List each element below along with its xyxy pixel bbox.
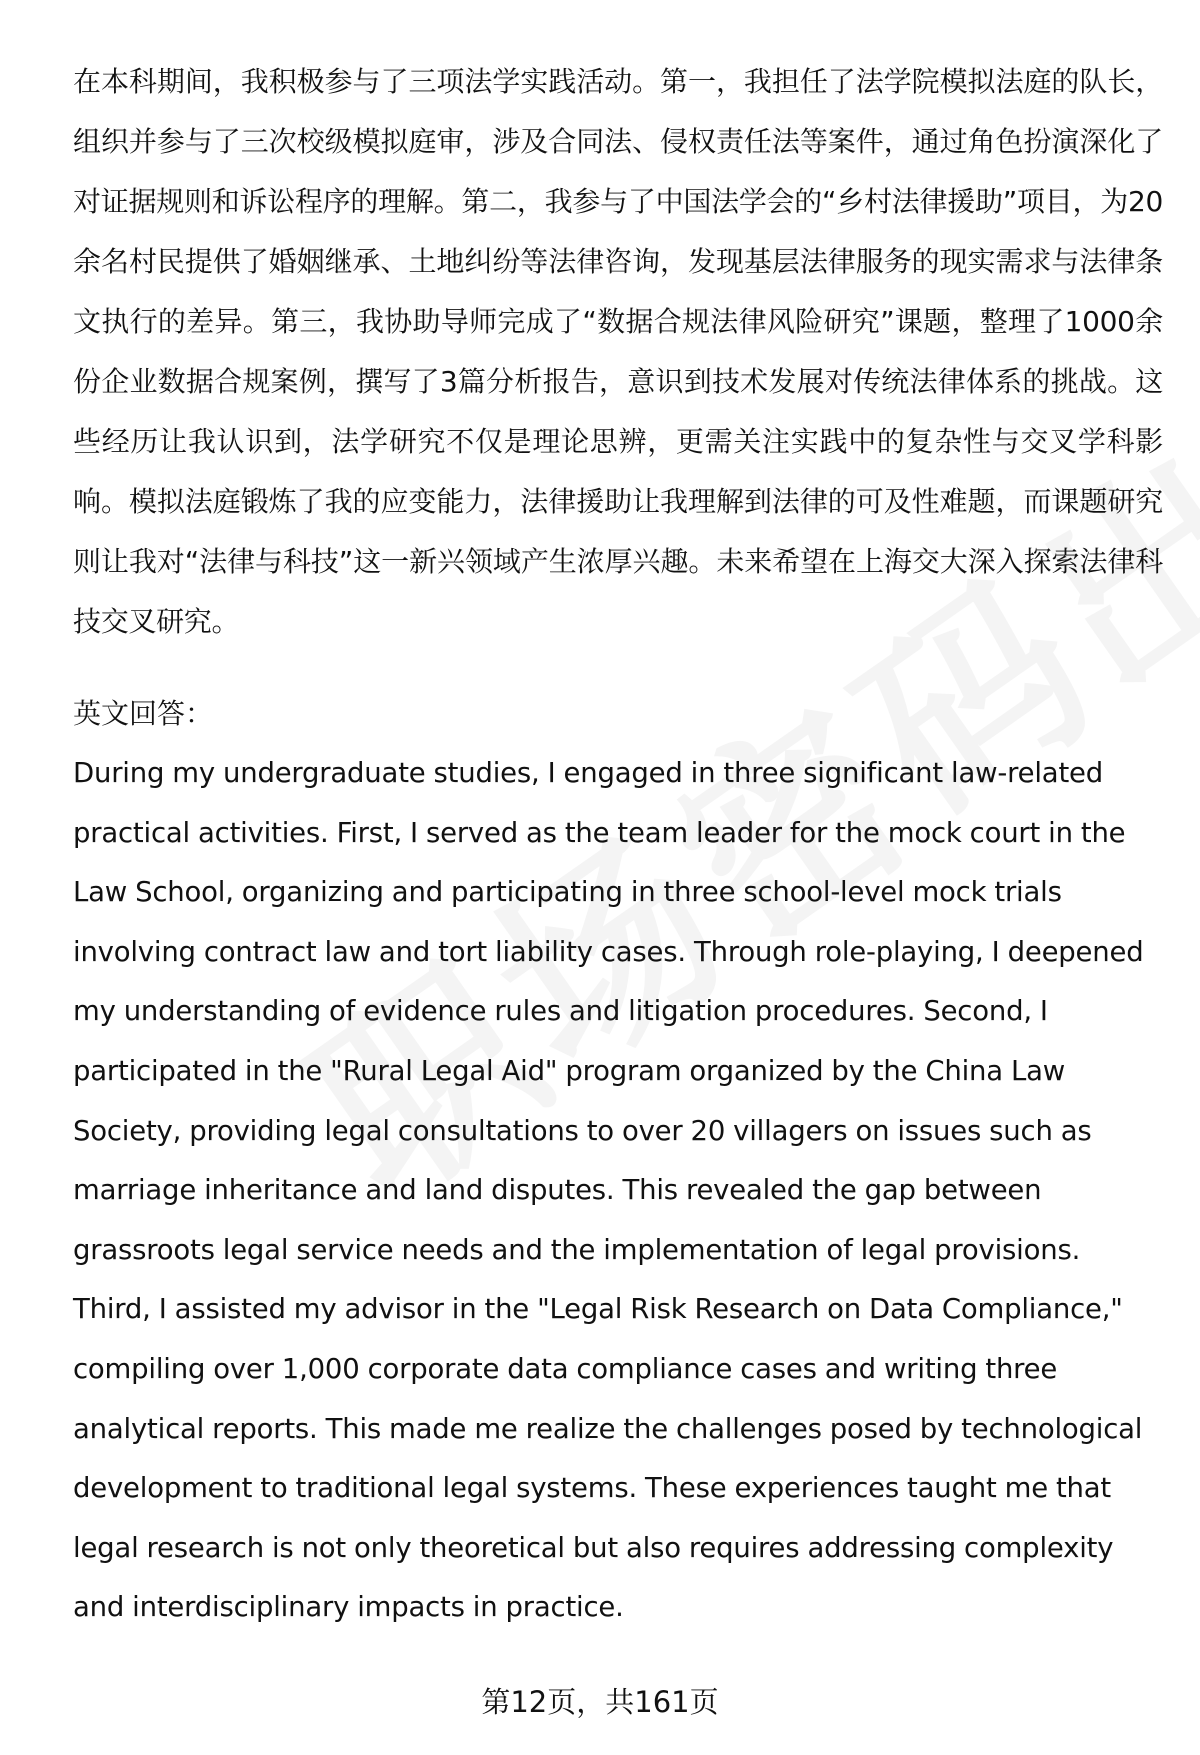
chinese-answer-paragraph: 在本科期间，我积极参与了三项法学实践活动。第一，我担任了法学院模拟法庭的队长，组织并参与了三次校级模拟庭审，涉及合同法、侵权责任法等案件，通过角色扮演深化了对证据规则和诉讼程序的理解。第二，我参与了中国法学会的“乡村法律援助”项目，为20余名村民提供了婚姻继承、土地纠纷等法律咨询，发现基层法律服务的现实需求与法律条文执行的差异。第三，我协助导师完成了“数据合规法律风险研究”课题，整理了1000余份企业数据合规案例，撰写了3篇分析报告，意识到技术发展对传统法律体系的挑战。这些经历让我认识到，法学研究不仅是理论思辨，更需关注实践中的复杂性与交叉学科影响。模拟法庭锻炼了我的应变能力，法律援助让我理解到法律的可及性难题，而课题研究则让我对“法律与科技”这一新兴领域产生浓厚兴趣。未来希望在上海交大深入探索法律科技交叉研究。	[73, 65, 1163, 638]
english-answer-label: 英文回答：	[73, 697, 214, 730]
english-answer-paragraph: During my undergraduate studies, I engaged in three significant law-related practical activities. First, I served as the team leader for the mock court in the Law School, organizing and participating in three school-level mock trials involving contract law and tort liability cases. Through role-playing, I deepened my understanding of evidence rules and litigation procedures. Second, I participated in the "Rural Legal Aid" program organized by the China Law Society, providing legal consultations to over 20 villagers on issues such as marriage inheritance and land disputes. This revealed the gap between grassroots legal service needs and the implementation of legal provisions. Third, I assisted my advisor in the "Legal Risk Research on Data Compliance," compiling over 1,000 corporate data compliance cases and writing three analytical reports. This made me realize the challenges posed by technological development to traditional legal systems. These experiences taught me that legal research is not only theoretical but also requires addressing complexity and interdisciplinary impacts in practice.	[73, 757, 1144, 1624]
document-body	[73, 52, 1163, 1638]
page-number-footer: 第12页，共161页	[481, 1685, 719, 1719]
